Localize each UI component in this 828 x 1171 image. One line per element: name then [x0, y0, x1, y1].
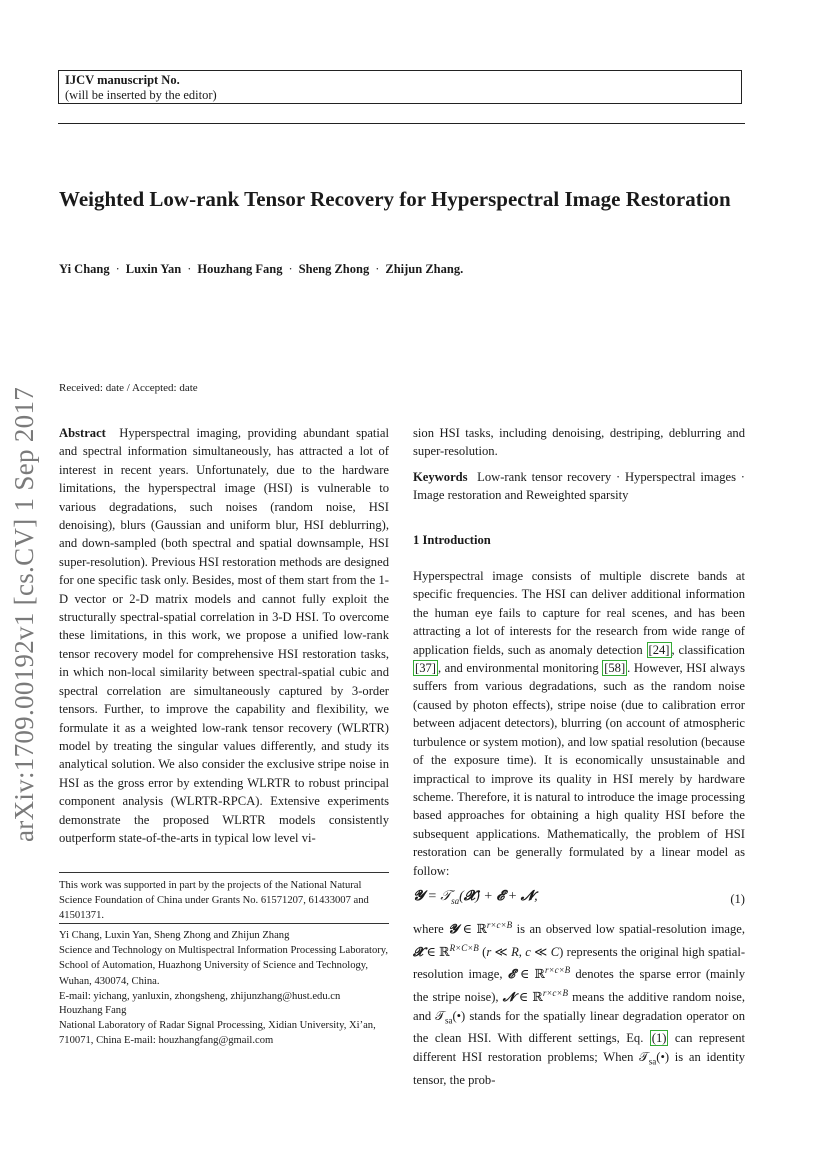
- intro-text: represents the original high spatial-resolution image,: [413, 944, 746, 982]
- author-separator: ·: [375, 262, 380, 276]
- equation-reference-link[interactable]: (1): [651, 1031, 667, 1046]
- section-heading-introduction: 1 Introduction: [413, 532, 491, 547]
- intro-paragraph-2: where 𝓨 ∈ ℝ$^{r\times c\times B}$ is an observed low spatial-resolution image, 𝓧 ∈ ℝ$^{R\times C\times B}$ (r ≪ R, c ≪ C) represents the original high spatial-resolution image, 𝓔 ∈ ℝ$^{r\times c\times B}$ denotes the sparse error (mainly the stripe noise), 𝓝 ∈ ℝ$^{r\times c\times B}$ means the additive random noise, and 𝒯$_{sa}$(•) stands for the spatially linear degradation operator on the clean HSI. With different settings, Eq. (1) can represent different HSI restoration problems; When 𝒯$_{sa}$(•) is an identity tensor, the prob-: [413, 920, 746, 1087]
- intro-text: means the additive random noise, and: [413, 990, 745, 1023]
- received-date: Received: date / Accepted: date: [59, 382, 198, 394]
- intro-text: is an identity tensor, the prob-: [413, 1049, 745, 1087]
- intro-text: . However, HSI always suffers from various degradations, such as the random noise (caused by photon effects), stripe noise (due to calibration error between adjacent detectors), blurring (on account of atmospheric turbulence or system motion), and low spatial resolution (because of the exposure time). It is economically unsustainable and impractical to improve its quality in HSI merely by hardware scheme. Therefore, it is natural to introduce the image processing based approaches for obtaining a high quality HSI before the subsequent applications. Mathematically, the problem of HSI restoration can be generally formulated by a linear model as follow:: [413, 661, 745, 878]
- manuscript-header-box: [58, 70, 742, 104]
- author-separator: ·: [115, 262, 120, 276]
- keywords-label: Keywords: [413, 469, 468, 484]
- citation-link[interactable]: [24]: [648, 642, 670, 657]
- citation-link[interactable]: [37]: [415, 661, 436, 676]
- intro-text: is an observed low spatial-resolution image,: [512, 922, 746, 937]
- author-name: Houzhang Fang: [197, 262, 283, 276]
- editor-note: (will be inserted by the editor): [65, 88, 217, 102]
- author-name: Yi Chang: [59, 262, 110, 276]
- affiliation-1: [59, 928, 389, 1004]
- affiliation-2: [59, 1003, 389, 1049]
- footnote-divider-2: [59, 923, 389, 924]
- manuscript-label: IJCV manuscript No.: [65, 73, 180, 87]
- affiliation-2-name: Houzhang Fang: [59, 1005, 127, 1016]
- equation-1: [413, 888, 745, 910]
- funding-footnote: This work was supported in part by the projects of the National Natural Science Foundation of China under Grants No. 61571207, 61433007 and 41501371.: [59, 880, 369, 922]
- intro-text: , and environmental monitoring: [437, 661, 603, 676]
- keywords-text: Low-rank tensor recovery · Hyperspectral images · Image restoration and Reweighted sparsity: [413, 469, 745, 503]
- equation-body: 𝓨 = 𝒯$_{sa}$(𝓧) + 𝓔 + 𝓝,: [413, 888, 538, 906]
- author-separator: ·: [187, 262, 192, 276]
- intro-text: where: [413, 922, 449, 937]
- intro-text: , classification: [671, 642, 745, 657]
- keywords: [413, 468, 745, 505]
- abstract-text: Hyperspectral imaging, providing abundant spatial and spectral information simultaneously, has attracted a lot of interest in recent years. Unfortunately, due to the hardware limitations, the hyperspectral image (HSI) is vulnerable to various degradations, such noises (random noise, HSI denoising), blurs (Gaussian and uniform blur, HSI deblurring), and down-sampled (both spectral and spatial downsample, HSI super-resolution). Previous HSI restoration methods are designed for one specific task only. Besides, most of them start from the 1-D vector or 2-D matrix models and cannot fully exploit the structurally spectral-spatial correlation in 3-D HSI. To overcome these limitations, in this work, we propose a unified low-rank tensor recovery model for comprehensive HSI restoration tasks, in which non-local similarity between spectral-spatial cubic and spectral correlation are simultaneously captured by 3-order tensors. Further, to improve the capability and flexibility, we formulate it as a weighted low-rank tensor recovery (WLRTR) model by treating the singular values differently, and study its analytical solution. We also consider the exclusive stripe noise in HSI as the gross error by extending WLRTR to robust principal component analysis (WLRTR-RPCA). Extensive experiments demonstrate the proposed WLRTR models consistently outperform state-of-the-arts in typical low level vi-: [59, 426, 389, 845]
- affiliation-2-text: National Laboratory of Radar Signal Processing, Xidian University, Xi’an, 710071, China E-mail: houzhangfang@gmail.com: [59, 1020, 376, 1047]
- equation-number: (1): [730, 891, 745, 906]
- right-column: [413, 424, 745, 1089]
- author-name: Zhijun Zhang.: [385, 262, 464, 276]
- affiliation-1-email: E-mail: yichang, yanluxin, zhongsheng, zhijunzhang@hust.edu.cn: [59, 990, 341, 1002]
- abstract-label: Abstract: [59, 426, 106, 440]
- author-name: Luxin Yan: [125, 262, 182, 276]
- arxiv-stamp: arXiv:1709.00192v1 [cs.CV] 1 Sep 2017: [9, 386, 39, 842]
- author-list: [59, 262, 759, 277]
- header-divider: [58, 123, 745, 124]
- left-column: [59, 424, 389, 847]
- intro-paragraph-1: [413, 567, 745, 880]
- abstract: [59, 424, 389, 847]
- author-name: Sheng Zhong: [298, 262, 370, 276]
- footnote-divider: [59, 872, 389, 873]
- citation-link[interactable]: [58]: [604, 661, 626, 676]
- intro-text: Hyperspectral image consists of multiple discrete bands at specific frequencies. The HSI can deliver additional information the human eye fails to capture for real scenes, and has been attracting a lot of interests for the research from wide range of application fields, such as anomaly detection: [413, 569, 745, 657]
- intro-text: denotes the sparse error (mainly the stripe noise),: [413, 967, 745, 1005]
- abstract-continuation: sion HSI tasks, including denoising, destriping, deblurring and super-resolution.: [413, 426, 745, 459]
- intro-text: can represent different HSI restoration problems; When: [413, 1031, 745, 1064]
- affiliation-1-names: Yi Chang, Luxin Yan, Sheng Zhong and Zhijun Zhang: [59, 930, 290, 941]
- affiliation-1-text: Science and Technology on Multispectral Information Processing Laboratory, School of Automation, Huazhong University of Science and Technology, Wuhan, 430074, China.: [59, 945, 389, 987]
- intro-text: stands for the spatially linear degradation operator on the clean HSI. With different settings, Eq.: [413, 1008, 745, 1046]
- author-separator: ·: [288, 262, 293, 276]
- paper-title: Weighted Low-rank Tensor Recovery for Hyperspectral Image Restoration: [59, 187, 731, 211]
